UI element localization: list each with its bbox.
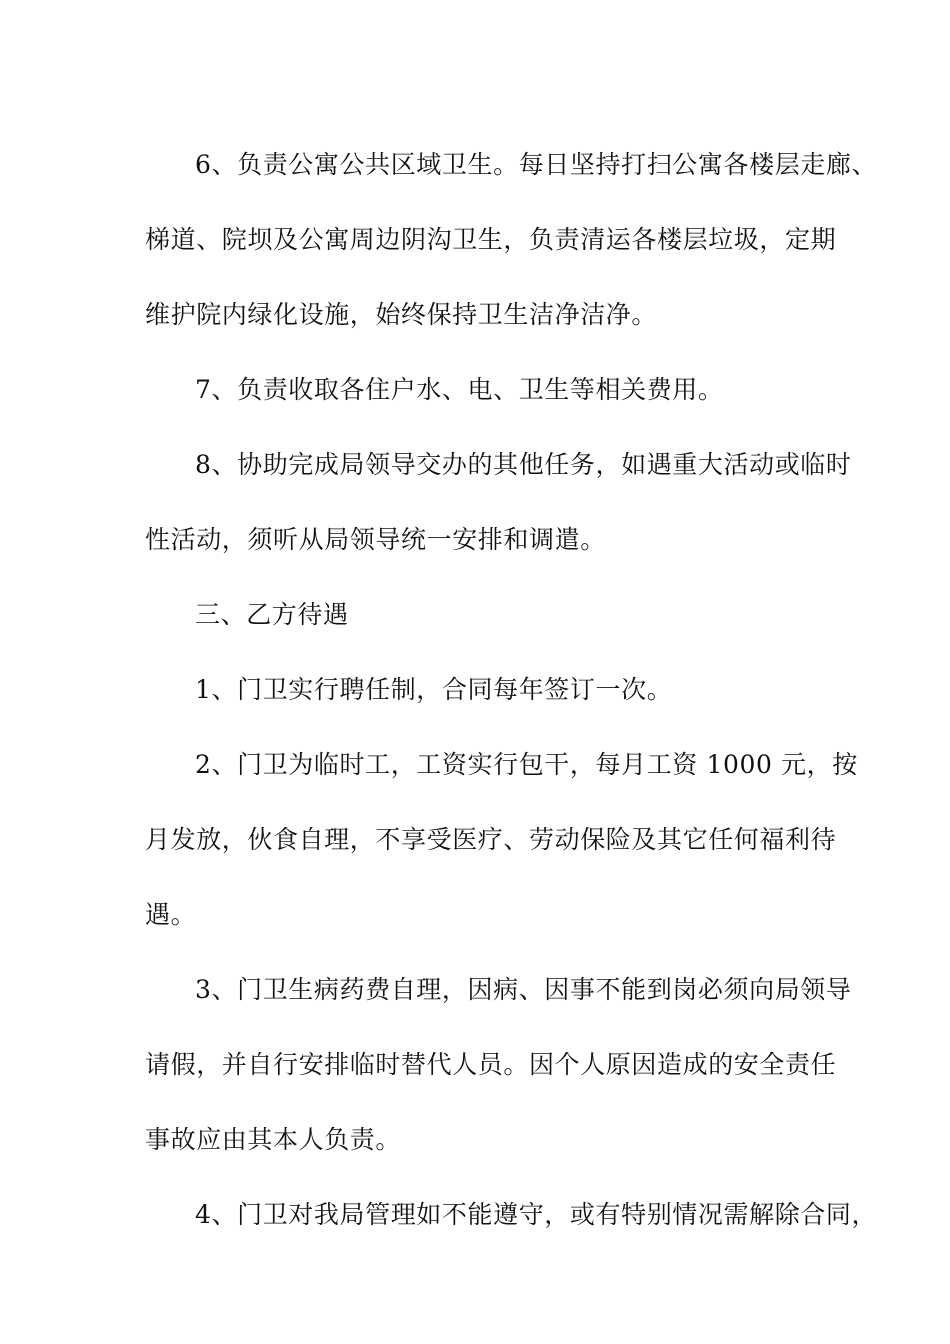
text-line: 梯道、院坝及公寓周边阴沟卫生，负责清运各楼层垃圾，定期 [145, 225, 837, 254]
document-body [145, 127, 878, 1252]
text-line: 月发放，伙食自理，不享受医疗、劳动保险及其它任何福利待 [145, 825, 837, 854]
paragraph-benefit-1 [145, 652, 835, 727]
paragraph-duty-6 [145, 127, 878, 352]
text-line: 遇。 [145, 900, 197, 929]
paragraph-benefit-4 [145, 1177, 878, 1252]
text-line: 3、门卫生病药费自理，因病、因事不能到岗必须向局领导 [195, 975, 852, 1004]
text-line: 维护院内绿化设施，始终保持卫生洁净洁净。 [145, 300, 658, 329]
paragraph-duty-7 [145, 352, 835, 427]
paragraph-benefit-2 [145, 727, 858, 952]
text-line: 4、门卫对我局管理如不能遵守，或有特别情况需解除合同， [195, 1200, 878, 1229]
paragraph-duty-8 [145, 427, 852, 577]
text-line: 8、协助完成局领导交办的其他任务，如遇重大活动或临时 [195, 450, 852, 479]
heading-line: 三、乙方待遇 [195, 600, 349, 629]
text-line: 1、门卫实行聘任制，合同每年签订一次。 [195, 675, 673, 704]
text-line: 请假，并自行安排临时替代人员。因个人原因造成的安全责任 [145, 1050, 837, 1079]
text-line: 性活动，须听从局领导统一安排和调遣。 [145, 525, 606, 554]
section-heading-party-b-benefits [145, 577, 835, 652]
text-line: 6、负责公寓公共区域卫生。每日坚持打扫公寓各楼层走廊、 [195, 150, 878, 179]
paragraph-benefit-3 [145, 952, 852, 1177]
text-line: 2、门卫为临时工，工资实行包干，每月工资 1000 元，按 [195, 750, 858, 779]
text-line: 事故应由其本人负责。 [145, 1125, 402, 1154]
text-line: 7、负责收取各住户水、电、卫生等相关费用。 [195, 375, 724, 404]
